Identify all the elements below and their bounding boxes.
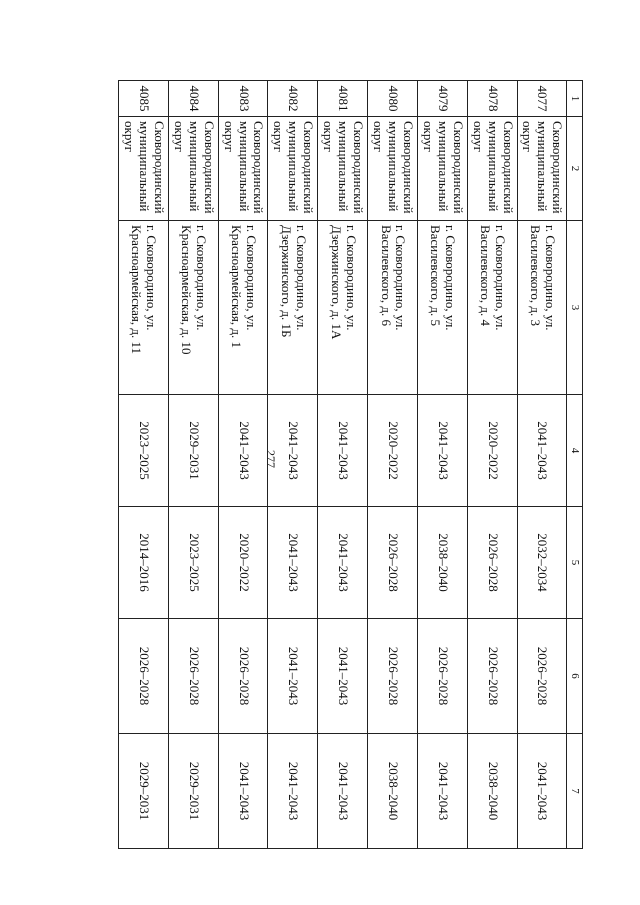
period-cell-col6: 2026–2028 [517,619,567,734]
row-number: 4084 [168,81,218,117]
period-cell-col4: 2041–2043 [417,395,467,507]
municipality-cell: Сковородинский муниципальный округ [517,117,567,221]
period-cell-col6: 2041–2043 [268,619,318,734]
period-cell-col5: 2041–2043 [318,507,368,619]
period-cell-col4: 2041–2043 [268,395,318,507]
table-body [119,81,583,849]
period-cell-col4: 2041–2043 [218,395,268,507]
period-cell-col5: 2023–2025 [168,507,218,619]
period-cell-col6: 2026–2028 [467,619,517,734]
period-cell-col5: 2038–2040 [417,507,467,619]
address-cell: г. Сковородино, ул. Дзержинского, д. 1Б [268,221,318,395]
rotated-table-frame [118,80,583,848]
period-cell-col4: 2023–2025 [119,395,169,507]
table-row [417,81,467,849]
period-cell-col7: 2041–2043 [218,734,268,849]
period-cell-col7: 2038–2040 [368,734,418,849]
period-cell-col7: 2029–2031 [119,734,169,849]
table-row [168,81,218,849]
period-cell-col5: 2014–2016 [119,507,169,619]
column-header: 1 [567,81,583,117]
period-cell-col7: 2041–2043 [318,734,368,849]
municipality-cell: Сковородинский муниципальный округ [218,117,268,221]
row-number: 4082 [268,81,318,117]
column-header: 4 [567,395,583,507]
address-cell: г. Сковородино, ул. Красноармейская, д. 10 [168,221,218,395]
period-cell-col6: 2026–2028 [218,619,268,734]
period-cell-col5: 2020–2022 [218,507,268,619]
page-number: 277 [264,450,278,468]
period-cell-col7: 2041–2043 [517,734,567,849]
period-cell-col6: 2026–2028 [119,619,169,734]
column-header: 3 [567,221,583,395]
table-row [517,81,567,849]
column-header: 6 [567,619,583,734]
row-number: 4085 [119,81,169,117]
column-header: 7 [567,734,583,849]
table-row [119,81,169,849]
address-cell: г. Сковородино, ул. Дзержинского, д. 1А [318,221,368,395]
address-cell: г. Сковородино, ул. Василевского, д. 3 [517,221,567,395]
municipality-cell: Сковородинский муниципальный округ [417,117,467,221]
row-number: 4078 [467,81,517,117]
column-header: 5 [567,507,583,619]
table-row [467,81,517,849]
table-container [118,80,583,848]
period-cell-col5: 2032–2034 [517,507,567,619]
period-cell-col7: 2041–2043 [417,734,467,849]
address-cell: г. Сковородино, ул. Василевского, д. 5 [417,221,467,395]
table-row [268,81,318,849]
row-number: 4081 [318,81,368,117]
address-cell: г. Сковородино, ул. Красноармейская, д. 1 [218,221,268,395]
period-cell-col5: 2026–2028 [467,507,517,619]
table-row [318,81,368,849]
municipality-cell: Сковородинский муниципальный округ [368,117,418,221]
table-header-row [567,81,583,849]
municipality-cell: Сковородинский муниципальный округ [467,117,517,221]
column-header: 2 [567,117,583,221]
period-cell-col4: 2041–2043 [517,395,567,507]
period-cell-col6: 2026–2028 [168,619,218,734]
municipality-cell: Сковородинский муниципальный округ [168,117,218,221]
row-number: 4080 [368,81,418,117]
period-cell-col7: 2029–2031 [168,734,218,849]
address-cell: г. Сковородино, ул. Василевского, д. 4 [467,221,517,395]
period-cell-col6: 2026–2028 [368,619,418,734]
period-cell-col4: 2020–2022 [368,395,418,507]
municipality-cell: Сковородинский муниципальный округ [318,117,368,221]
period-cell-col5: 2026–2028 [368,507,418,619]
address-cell: г. Сковородино, ул. Василевского, д. 6 [368,221,418,395]
table-row [218,81,268,849]
table-row [368,81,418,849]
period-cell-col7: 2038–2040 [467,734,517,849]
period-cell-col7: 2041–2043 [268,734,318,849]
row-number: 4083 [218,81,268,117]
row-number: 4079 [417,81,467,117]
period-cell-col5: 2041–2043 [268,507,318,619]
period-cell-col4: 2029–2031 [168,395,218,507]
data-table [118,80,583,849]
period-cell-col4: 2041–2043 [318,395,368,507]
period-cell-col6: 2041–2043 [318,619,368,734]
period-cell-col6: 2026–2028 [417,619,467,734]
municipality-cell: Сковородинский муниципальный округ [268,117,318,221]
period-cell-col4: 2020–2022 [467,395,517,507]
municipality-cell: Сковородинский муниципальный округ [119,117,169,221]
row-number: 4077 [517,81,567,117]
address-cell: г. Сковородино, ул. Красноармейская, д. 11 [119,221,169,395]
